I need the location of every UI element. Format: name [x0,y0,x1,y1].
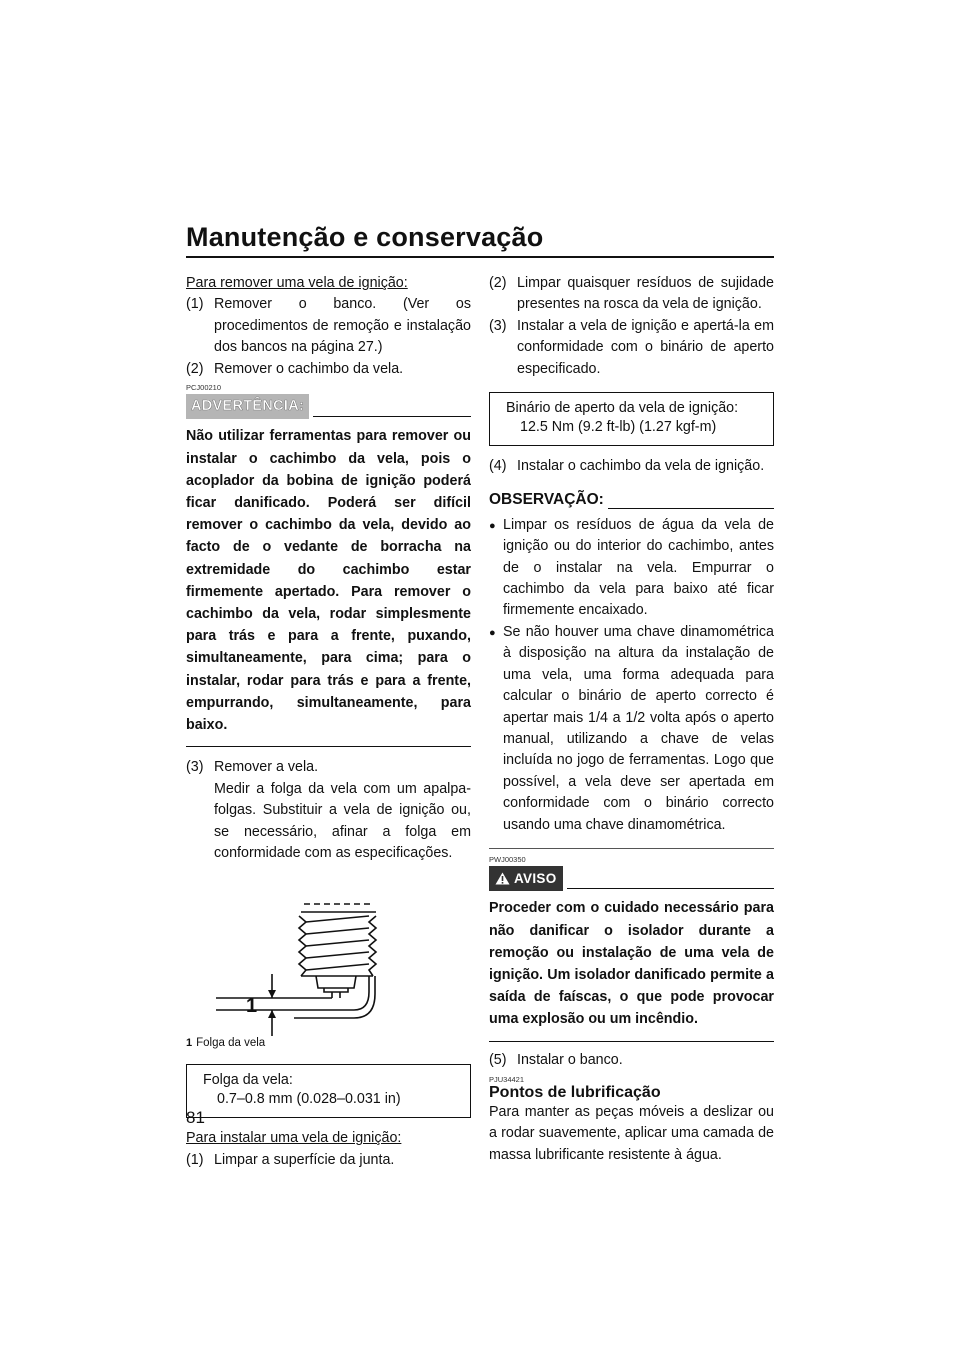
warning-header [489,866,774,891]
caution-end-rule [186,746,471,747]
step-item [186,294,471,358]
torque-label: Binário de aperto da vela de ignição: [506,400,739,417]
page-title: Manutenção e conservação [186,222,544,252]
note-bullet-text: Limpar os resíduos de água da vela de ignição ou do interior do cachimbo, antes de o instalar na vela. Empurrar o cachimbo da vela para baixo até ficar firmemente encaixado. [503,516,774,619]
step-text: Instalar o banco. [517,1051,623,1068]
step-number: (5) [489,1051,507,1068]
page-number: 81 [186,1108,205,1127]
torque-spec-box [489,392,774,446]
gap-spec-box [186,1064,471,1118]
step-text: Limpar a superfície da junta. [214,1151,395,1168]
figure-caption-number: 1 [186,1037,193,1050]
step-number: (2) [489,275,507,291]
section-text: Para manter as peças móveis a deslizar ou a rodar suavemente, aplicar uma camada de massa lubrificante resistente à água. [489,1103,774,1163]
step-text: Remover a vela. [214,759,319,776]
step-item [489,1050,774,1071]
note-bullet-text: Se não houver uma chave dinamométrica à disposição na altura da instalação de uma vela, uma forma adequada para calcular o binário de aperto correcto é apertar mais 1/4 a 1/2 volta após o aperto manual, utilizando a chave de velas incluída no jogo de ferramentas. Logo que possível, a vela deve ser apertada em conformidade com o binário correcto usando uma chave dinamométrica. [503,623,774,833]
bullet-dot-icon: ● [489,519,496,532]
figure-callout: 1 [246,995,258,1018]
step-item [489,273,774,316]
spec-label: Folga da vela: [203,1072,293,1089]
note-header-rule [608,508,774,509]
figure-caption-text: Folga da vela [196,1037,266,1050]
step-text: Remover o banco. (Ver os procedimentos de remoção e instalação dos bancos na página 27.) [214,296,471,356]
step-number: (3) [489,317,507,334]
remove-heading: Para remover uma vela de ignição: [186,275,408,291]
step-item [186,757,471,778]
step-item [186,359,471,380]
section-title: Pontos de lubrificação [489,1083,661,1101]
caution-text: Não utilizar ferramentas para remover ou instalar o cachimbo da vela, pois o acoplador da bobina de ignição poderá ficar danificado. Poderá ser difícil remover o cachimbo da vela, devido ao facto de o vedante de borracha na extremidade do cachimbo estar firmemente apertado. Para remover o cachimbo da vela, rodar simplesmente para trás e para a frente, puxando, simultaneamente, para cima; para o instalar, rodar para trás e para a frente, empurrando, simultaneamente, para baixo. [186,428,471,734]
note-label: OBSERVAÇÃO: [489,491,604,509]
note-bullet [489,622,774,836]
warning-badge [489,866,563,891]
step-text: Instalar o cachimbo da vela de ignição. [517,458,765,475]
step-number: (3) [186,759,204,776]
bullet-dot-icon: ● [489,626,496,639]
step-number: (1) [186,296,204,313]
warning-label: AVISO [514,870,557,886]
step-detail: Medir a folga da vela com um apalpa-folgas. Substituir a vela de ignição ou, se necessário, afinar a folga em conformidade com as especificações. [214,780,471,861]
torque-value: 12.5 Nm (9.2 ft-lb) (1.27 kgf-m) [520,419,717,436]
warning-code: PWJ00350 [489,854,526,864]
step-number: (4) [489,458,507,475]
install-heading: Para instalar uma vela de ignição: [186,1130,402,1147]
warning-header-rule [567,888,774,889]
section-code: PJU34421 [489,1074,525,1084]
title-rule [186,256,774,258]
step-item [186,1150,471,1171]
step-text: Instalar a vela de ignição e apertá-la em conformidade com o binário de aperto especificado. [517,317,774,377]
spark-plug-gap-illustration [186,864,471,1044]
caution-header [186,394,471,419]
left-column [186,273,471,1171]
note-header [489,489,774,510]
spark-plug-figure [186,864,471,1044]
step-text: Limpar quaisquer resíduos de sujidade presentes na rosca da vela de ignição. [517,275,774,313]
warning-end-rule [489,1041,774,1042]
note-end-rule [489,848,774,849]
step-number: (1) [186,1151,204,1168]
step-text: Remover o cachimbo da vela. [214,360,404,377]
step-item [489,456,774,477]
caution-header-rule [313,416,471,417]
warning-triangle-icon [495,872,510,885]
right-column [489,273,774,1166]
spec-value: 0.7–0.8 mm (0.028–0.031 in) [217,1091,401,1108]
step-number: (2) [186,360,204,377]
step-item [489,316,774,380]
caution-badge: ADVERTÊNCIA: [186,394,309,419]
note-bullet [489,515,774,622]
caution-code: PCJ00210 [186,383,222,393]
warning-text: Proceder com o cuidado necessário para não danificar o isolador durante a remoção ou instalação de uma vela de ignição. Um isolador danificado permite a saída de faíscas, o que pode provocar uma explosão ou um incêndio. [489,900,774,1028]
